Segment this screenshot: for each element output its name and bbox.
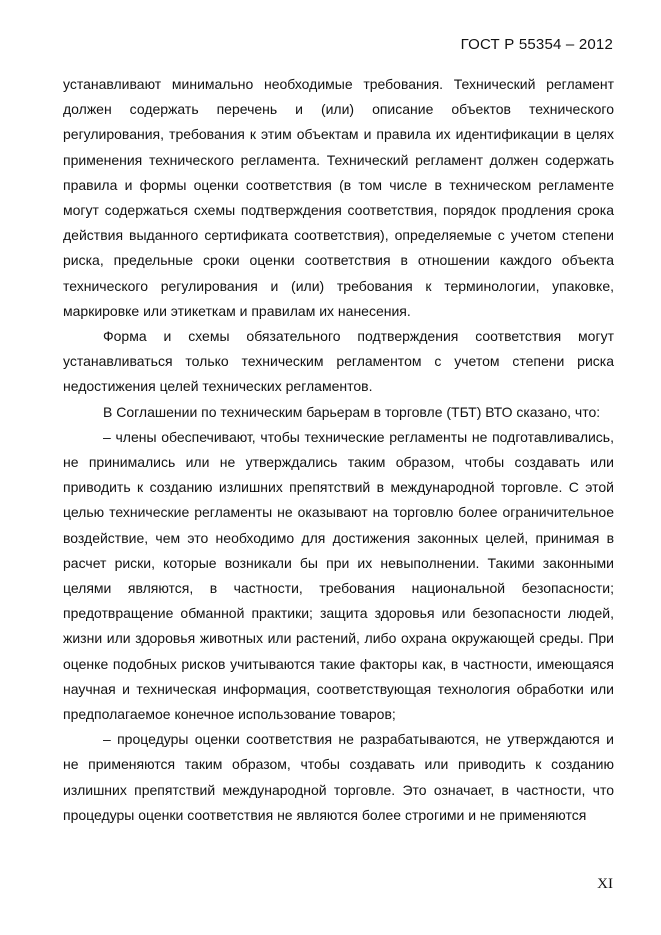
body-paragraph: устанавливают минимально необходимые требования. Технический регламент должен содержать перечень и (или) описание объектов технического регулирования, требования к этим объектам и правила их идентификации в целях применения технического регламента. Технический регламент должен содержать правила и формы оценки соответствия (в том числе в техническом регламенте могут содержаться схемы подтверждения соответствия, порядок продления срока действия выданного сертификата соответствия), определяемые с учетом степени риска, предельные сроки оценки соответствия в отношении каждого объекта технического регулирования и (или) требования к терминологии, упаковке, маркировке или этикеткам и правилам их нанесения.	[63, 76, 614, 319]
document-header: ГОСТ Р 55354 – 2012	[460, 36, 613, 53]
body-paragraph: В Соглашении по техническим барьерам в торговле (ТБТ) ВТО сказано, что:	[103, 403, 601, 420]
list-item: – процедуры оценки соответствия не разрабатываются, не утверждаются и не применяются таким образом, чтобы создавать или приводить к созданию излишних препятствий международной торговле. Это означает, в частности, что процедуры оценки соответствия не являются более строгими и не применяются	[63, 731, 614, 823]
body-paragraph: Форма и схемы обязательного подтверждения соответствия могут устанавливаться только техническим регламентом с учетом степени риска недостижения целей технических регламентов.	[63, 328, 614, 395]
document-body	[63, 72, 614, 828]
page-number: XI	[597, 876, 613, 892]
list-item: – члены обеспечивают, чтобы технические регламенты не подготавливались, не принимались или не утверждались таким образом, чтобы создавать или приводить к созданию излишних препятствий в международной торговле. С этой целью технические регламенты не оказывают на торговлю более ограничительное воздействие, чем это необходимо для достижения законных целей, принимая в расчет риски, которые возникали бы при их невыполнении. Такими законными целями являются, в частности, требования национальной безопасности; предотвращение обманной практики; защита здоровья или безопасности людей, жизни или здоровья животных или растений, либо охрана окружающей среды. При оценке подобных рисков учитываются такие факторы как, в частности, имеющаяся научная и техническая информация, соответствующая технология обработки или предполагаемое конечное использование товаров;	[63, 428, 614, 723]
